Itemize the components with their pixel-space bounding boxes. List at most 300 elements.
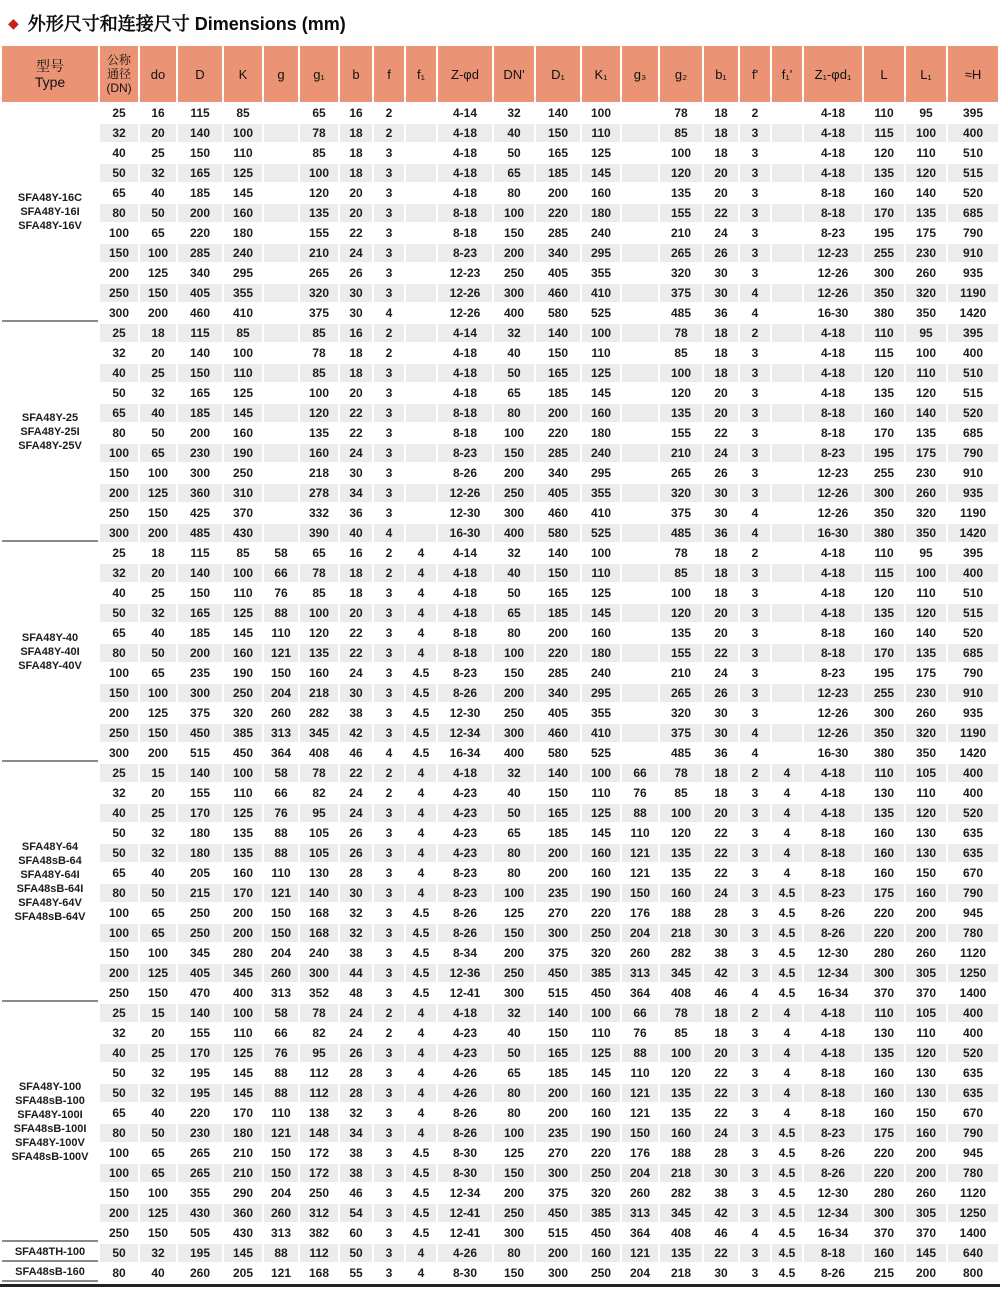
value-cell: 250 <box>582 1264 620 1282</box>
value-cell <box>622 724 658 742</box>
value-cell: 80 <box>494 1084 534 1102</box>
value-cell: 910 <box>948 464 998 482</box>
value-cell <box>406 244 436 262</box>
value-cell: 32 <box>340 1104 372 1122</box>
value-cell: 400 <box>948 124 998 142</box>
value-cell: 58 <box>264 544 298 562</box>
value-cell: 250 <box>582 1164 620 1182</box>
header-line: SFA48sB-100 <box>15 1095 85 1107</box>
value-cell: 65 <box>100 1104 138 1122</box>
value-cell: 4-18 <box>804 1044 862 1062</box>
value-cell: 110 <box>906 144 946 162</box>
value-cell: 32 <box>494 104 534 122</box>
value-cell: 370 <box>906 1224 946 1242</box>
value-cell: 38 <box>340 1164 372 1182</box>
value-cell <box>772 504 802 522</box>
value-cell: 3 <box>740 784 770 802</box>
value-cell: 54 <box>340 1204 372 1222</box>
value-cell: 170 <box>224 884 262 902</box>
value-cell: 160 <box>582 184 620 202</box>
value-cell: 200 <box>140 524 176 542</box>
value-cell: 4-18 <box>804 364 862 382</box>
value-cell: 180 <box>582 644 620 662</box>
value-cell: 220 <box>536 644 580 662</box>
value-cell: 395 <box>948 544 998 562</box>
value-cell: 320 <box>660 264 702 282</box>
value-cell: 4-18 <box>804 104 862 122</box>
value-cell: 3 <box>374 904 404 922</box>
value-cell: 250 <box>582 924 620 942</box>
value-cell: 520 <box>948 624 998 642</box>
value-cell: 100 <box>224 344 262 362</box>
value-cell: 130 <box>300 864 338 882</box>
value-cell: 8-26 <box>804 904 862 922</box>
value-cell: 210 <box>660 224 702 242</box>
value-cell: 405 <box>536 264 580 282</box>
value-cell: 340 <box>536 464 580 482</box>
value-cell: 140 <box>906 404 946 422</box>
value-cell: 80 <box>494 404 534 422</box>
value-cell: 24 <box>704 884 738 902</box>
value-cell: 40 <box>494 564 534 582</box>
value-cell: 110 <box>906 1024 946 1042</box>
column-header: K <box>224 46 262 102</box>
value-cell: 155 <box>660 644 702 662</box>
value-cell: 112 <box>300 1084 338 1102</box>
value-cell: 375 <box>660 724 702 742</box>
value-cell: 300 <box>864 484 904 502</box>
value-cell: 4 <box>406 604 436 622</box>
value-cell: 355 <box>582 484 620 502</box>
column-header: L₁ <box>906 46 946 102</box>
value-cell: 145 <box>582 604 620 622</box>
value-cell <box>264 504 298 522</box>
value-cell: 20 <box>704 804 738 822</box>
value-cell: 188 <box>660 1144 702 1162</box>
value-cell: 150 <box>494 664 534 682</box>
value-cell: 80 <box>494 844 534 862</box>
value-cell: 40 <box>100 144 138 162</box>
value-cell: 3 <box>740 1204 770 1222</box>
value-cell: 20 <box>704 164 738 182</box>
value-cell: 172 <box>300 1164 338 1182</box>
value-cell: 4 <box>406 864 436 882</box>
value-cell <box>622 124 658 142</box>
value-cell: 3 <box>740 564 770 582</box>
value-cell: 3 <box>374 984 404 1002</box>
table-row <box>2 584 998 602</box>
type-cell <box>2 104 98 322</box>
value-cell <box>772 124 802 142</box>
value-cell: 250 <box>224 684 262 702</box>
value-cell: 100 <box>660 804 702 822</box>
value-cell: 8-26 <box>804 1164 862 1182</box>
value-cell: 24 <box>704 224 738 242</box>
value-cell: 50 <box>100 824 138 842</box>
value-cell: 200 <box>906 1144 946 1162</box>
value-cell: 12-26 <box>438 484 492 502</box>
value-cell: 26 <box>340 824 372 842</box>
value-cell: 300 <box>494 504 534 522</box>
value-cell: 18 <box>704 324 738 342</box>
value-cell: 220 <box>864 924 904 942</box>
value-cell: 110 <box>906 784 946 802</box>
value-cell: 285 <box>536 444 580 462</box>
value-cell: 125 <box>582 804 620 822</box>
value-cell: 200 <box>536 1104 580 1122</box>
value-cell: 18 <box>704 564 738 582</box>
value-cell: 3 <box>374 244 404 262</box>
value-cell: 18 <box>704 364 738 382</box>
value-cell: 36 <box>704 304 738 322</box>
value-cell: 180 <box>224 1124 262 1142</box>
value-cell: 305 <box>906 964 946 982</box>
value-cell: 25 <box>140 1044 176 1062</box>
value-cell: 50 <box>100 164 138 182</box>
value-cell: 430 <box>178 1204 222 1222</box>
value-cell: 3 <box>740 264 770 282</box>
value-cell: 105 <box>906 764 946 782</box>
value-cell: 100 <box>660 364 702 382</box>
value-cell: 121 <box>622 1244 658 1262</box>
value-cell: 20 <box>704 604 738 622</box>
value-cell: 25 <box>100 324 138 342</box>
value-cell: 410 <box>582 284 620 302</box>
value-cell: 140 <box>906 624 946 642</box>
value-cell: 125 <box>140 484 176 502</box>
value-cell: 145 <box>582 384 620 402</box>
value-cell: 65 <box>300 104 338 122</box>
value-cell: 175 <box>906 444 946 462</box>
value-cell: 195 <box>178 1084 222 1102</box>
value-cell: 36 <box>340 504 372 522</box>
value-cell: 8-26 <box>804 924 862 942</box>
value-cell: 26 <box>704 244 738 262</box>
value-cell: 12-34 <box>438 1184 492 1202</box>
value-cell: 4-18 <box>438 564 492 582</box>
value-cell: 3 <box>374 444 404 462</box>
value-cell: 36 <box>704 524 738 542</box>
value-cell: 200 <box>536 184 580 202</box>
value-cell: 300 <box>536 1164 580 1182</box>
value-cell: 4-23 <box>438 1024 492 1042</box>
value-cell: 12-26 <box>438 304 492 322</box>
value-cell <box>264 144 298 162</box>
value-cell: 150 <box>536 1024 580 1042</box>
value-cell: 65 <box>494 384 534 402</box>
value-cell: 36 <box>704 744 738 762</box>
value-cell: 24 <box>340 1024 372 1042</box>
value-cell: 470 <box>178 984 222 1002</box>
value-cell: 4 <box>740 504 770 522</box>
value-cell: 3 <box>740 424 770 442</box>
value-cell: 65 <box>100 184 138 202</box>
value-cell: 4-18 <box>438 144 492 162</box>
value-cell: 12-41 <box>438 1224 492 1242</box>
value-cell: 85 <box>224 104 262 122</box>
value-cell: 380 <box>864 524 904 542</box>
value-cell: 240 <box>582 444 620 462</box>
value-cell: 945 <box>948 1144 998 1162</box>
value-cell: 4 <box>406 1024 436 1042</box>
value-cell: 50 <box>340 1244 372 1262</box>
value-cell: 200 <box>140 744 176 762</box>
value-cell <box>264 464 298 482</box>
value-cell: 635 <box>948 824 998 842</box>
value-cell <box>264 364 298 382</box>
value-cell: 3 <box>740 1264 770 1282</box>
column-header: Z-φd <box>438 46 492 102</box>
table-row <box>2 144 998 162</box>
value-cell: 4.5 <box>406 664 436 682</box>
value-cell: 42 <box>340 724 372 742</box>
value-cell: 218 <box>660 1264 702 1282</box>
value-cell: 3 <box>374 404 404 422</box>
value-cell: 220 <box>864 1144 904 1162</box>
value-cell: 155 <box>660 424 702 442</box>
value-cell: 300 <box>536 924 580 942</box>
column-header: do <box>140 46 176 102</box>
value-cell: 2 <box>374 124 404 142</box>
value-cell: 515 <box>536 984 580 1002</box>
value-cell: 120 <box>660 604 702 622</box>
value-cell: 3 <box>374 624 404 642</box>
header-line: 公称 <box>106 53 131 67</box>
value-cell: 8-18 <box>804 424 862 442</box>
value-cell: 150 <box>536 564 580 582</box>
value-cell: 140 <box>178 344 222 362</box>
value-cell: 100 <box>906 344 946 362</box>
table-row <box>2 224 998 242</box>
value-cell: 20 <box>140 564 176 582</box>
value-cell: 200 <box>536 844 580 862</box>
value-cell: 160 <box>660 1124 702 1142</box>
value-cell: 3 <box>740 944 770 962</box>
value-cell: 4-23 <box>438 844 492 862</box>
value-cell: 1120 <box>948 1184 998 1202</box>
column-header: g₁ <box>300 46 338 102</box>
value-cell: 12-23 <box>804 464 862 482</box>
value-cell: 255 <box>864 244 904 262</box>
value-cell: 20 <box>140 784 176 802</box>
value-cell: 200 <box>178 424 222 442</box>
value-cell: 210 <box>660 444 702 462</box>
value-cell: 4 <box>406 1244 436 1262</box>
value-cell: 2 <box>374 564 404 582</box>
value-cell: 121 <box>622 864 658 882</box>
value-cell: 190 <box>224 444 262 462</box>
value-cell: 4-18 <box>438 384 492 402</box>
value-cell: 364 <box>622 984 658 1002</box>
value-cell: 195 <box>178 1244 222 1262</box>
value-cell <box>264 424 298 442</box>
value-cell: 160 <box>224 424 262 442</box>
value-cell: 105 <box>300 824 338 842</box>
value-cell: 185 <box>536 604 580 622</box>
header-line: SFA48sB-100V <box>11 1151 89 1163</box>
table-body <box>2 104 998 1282</box>
value-cell: 3 <box>374 604 404 622</box>
value-cell: 25 <box>100 1004 138 1022</box>
value-cell: 50 <box>140 884 176 902</box>
value-cell <box>622 464 658 482</box>
value-cell: 410 <box>582 724 620 742</box>
value-cell: 32 <box>100 124 138 142</box>
value-cell: 790 <box>948 444 998 462</box>
value-cell: 65 <box>140 924 176 942</box>
value-cell: 345 <box>660 1204 702 1222</box>
value-cell: 4-18 <box>438 584 492 602</box>
value-cell: 910 <box>948 244 998 262</box>
value-cell <box>622 544 658 562</box>
value-cell: 140 <box>536 544 580 562</box>
table-row <box>2 444 998 462</box>
value-cell: 78 <box>660 764 702 782</box>
value-cell: 230 <box>906 244 946 262</box>
value-cell: 260 <box>178 1264 222 1282</box>
value-cell: 120 <box>300 184 338 202</box>
value-cell: 8-18 <box>804 1084 862 1102</box>
value-cell: 160 <box>864 824 904 842</box>
value-cell: 185 <box>536 1064 580 1082</box>
value-cell: 165 <box>536 144 580 162</box>
value-cell: 2 <box>740 1004 770 1022</box>
value-cell: 3 <box>740 884 770 902</box>
value-cell: 320 <box>582 1184 620 1202</box>
value-cell <box>406 204 436 222</box>
value-cell: 135 <box>906 424 946 442</box>
value-cell: 120 <box>660 824 702 842</box>
value-cell: 16-30 <box>804 304 862 322</box>
value-cell: 460 <box>536 504 580 522</box>
value-cell: 260 <box>906 704 946 722</box>
value-cell: 4 <box>740 284 770 302</box>
value-cell: 3 <box>374 1104 404 1122</box>
value-cell: 100 <box>100 924 138 942</box>
value-cell: 260 <box>906 264 946 282</box>
value-cell <box>406 524 436 542</box>
value-cell: 88 <box>264 824 298 842</box>
value-cell: 3 <box>740 1024 770 1042</box>
value-cell: 405 <box>536 484 580 502</box>
value-cell <box>264 184 298 202</box>
value-cell: 150 <box>494 224 534 242</box>
value-cell: 100 <box>140 684 176 702</box>
value-cell: 28 <box>340 1084 372 1102</box>
value-cell: 310 <box>224 484 262 502</box>
value-cell: 515 <box>536 1224 580 1242</box>
value-cell: 4-18 <box>804 584 862 602</box>
column-header: b₁ <box>704 46 738 102</box>
value-cell: 140 <box>536 324 580 342</box>
value-cell: 430 <box>224 1224 262 1242</box>
value-cell: 8-18 <box>804 644 862 662</box>
value-cell <box>406 164 436 182</box>
value-cell: 395 <box>948 324 998 342</box>
value-cell: 520 <box>948 804 998 822</box>
value-cell <box>622 684 658 702</box>
value-cell: 4-23 <box>438 784 492 802</box>
value-cell: 525 <box>582 744 620 762</box>
value-cell: 280 <box>224 944 262 962</box>
value-cell <box>406 304 436 322</box>
value-cell: 115 <box>864 344 904 362</box>
value-cell: 22 <box>704 204 738 222</box>
value-cell: 100 <box>494 204 534 222</box>
value-cell: 16 <box>340 324 372 342</box>
value-cell: 312 <box>300 1204 338 1222</box>
value-cell: 200 <box>224 924 262 942</box>
value-cell: 4.5 <box>406 1164 436 1182</box>
value-cell <box>264 204 298 222</box>
value-cell: 3 <box>374 884 404 902</box>
value-cell: 140 <box>536 764 580 782</box>
value-cell <box>406 364 436 382</box>
header-line: SFA48Y-100V <box>15 1137 85 1149</box>
value-cell: 165 <box>536 804 580 822</box>
value-cell: 32 <box>100 344 138 362</box>
value-cell: 50 <box>100 1244 138 1262</box>
value-cell: 100 <box>906 124 946 142</box>
value-cell: 400 <box>494 744 534 762</box>
value-cell <box>622 344 658 362</box>
value-cell: 2 <box>374 1004 404 1022</box>
value-cell: 355 <box>224 284 262 302</box>
value-cell: 405 <box>178 284 222 302</box>
value-cell: 105 <box>300 844 338 862</box>
value-cell <box>622 164 658 182</box>
value-cell: 3 <box>374 504 404 522</box>
value-cell: 145 <box>582 824 620 842</box>
table-row <box>2 524 998 542</box>
value-cell: 130 <box>864 784 904 802</box>
value-cell: 120 <box>906 384 946 402</box>
value-cell: 385 <box>582 1204 620 1222</box>
value-cell: 320 <box>582 944 620 962</box>
value-cell: 20 <box>704 1044 738 1062</box>
value-cell: 150 <box>100 244 138 262</box>
value-cell: 120 <box>906 604 946 622</box>
value-cell: 140 <box>906 184 946 202</box>
value-cell: 145 <box>224 184 262 202</box>
value-cell: 280 <box>864 944 904 962</box>
value-cell: 110 <box>906 584 946 602</box>
value-cell: 3 <box>740 1244 770 1262</box>
value-cell: 170 <box>178 1044 222 1062</box>
value-cell: 3 <box>374 164 404 182</box>
value-cell: 4 <box>740 744 770 762</box>
value-cell: 4-18 <box>804 784 862 802</box>
value-cell: 140 <box>536 1004 580 1022</box>
value-cell: 3 <box>740 224 770 242</box>
value-cell: 60 <box>340 1224 372 1242</box>
value-cell: 150 <box>100 684 138 702</box>
value-cell: 125 <box>140 1204 176 1222</box>
value-cell: 4-14 <box>438 324 492 342</box>
value-cell: 145 <box>224 1244 262 1262</box>
value-cell: 8-26 <box>804 1264 862 1282</box>
value-cell <box>264 164 298 182</box>
value-cell: 3 <box>374 944 404 962</box>
value-cell: 110 <box>264 624 298 642</box>
value-cell: 400 <box>494 304 534 322</box>
value-cell: 22 <box>704 824 738 842</box>
value-cell: 8-23 <box>804 664 862 682</box>
value-cell: 46 <box>340 744 372 762</box>
value-cell: 85 <box>660 564 702 582</box>
value-cell: 2 <box>374 344 404 362</box>
value-cell: 485 <box>660 524 702 542</box>
